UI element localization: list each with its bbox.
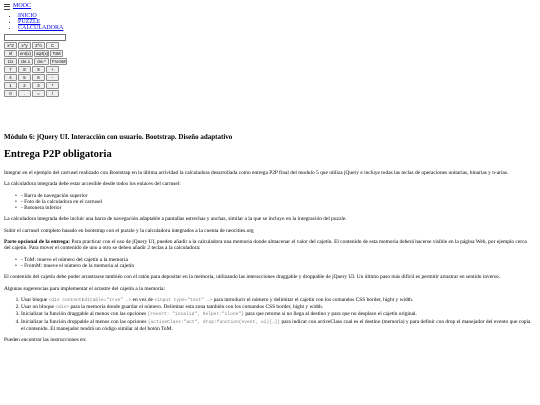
carousel-intro: La calculadora integrada debe estar accesible desde todos los enlaces del carrusel: (4, 181, 181, 188)
calc-key-dot[interactable]: . (18, 90, 31, 97)
section-title: Entrega P2P obligatoria (4, 149, 112, 160)
intro-paragraph: Integrar en el ejemplo del carrusel realizado con Bootstrap en la última actividad la calculadora desarrollada como entrega P2P final del modulo 5 que utiliza jQuery e incluye todas las teclas de operaciones unitarias, binarias y n-arias. (4, 170, 509, 176)
calc-key-3[interactable]: 3 (32, 82, 45, 89)
calc-key-plus[interactable]: + (46, 66, 59, 73)
calc-key-sqrt[interactable]: sqrt(x) (36, 51, 49, 56)
code-snippet: <input type="text" …> (154, 297, 213, 303)
calc-key-tom[interactable]: ToM (50, 50, 63, 57)
calc-key-ent[interactable]: ent(x) (18, 50, 33, 57)
step-text: para indicar con activeClass cual es el destino (memoria) y para definir con drop el manejador del evento que copia el contenido. El manejador tendrá un código similar al del botón ToM. (21, 318, 531, 333)
calc-key-5[interactable]: 5 (18, 74, 31, 81)
calc-key-equals[interactable]: = (32, 90, 45, 97)
calc-row-1 (4, 42, 76, 49)
step-text: para la memoria donde guardar el número. Delimitar esta zona también con los comandos CSS border, hight y width. (69, 304, 324, 311)
carousel-list (4, 193, 532, 212)
step-text: Inicializar la función draggable al menos con las opciones (21, 311, 148, 318)
list-item: • - Foto de la calculadora en el carrusel (21, 199, 532, 205)
optional-text: Para practicar con el uso de jQuery UI, pueden añadir a la calculadora una memoria donde almacenar el valor del cajetín. El contenido de esta memoria deberá hacerse visible en la página Web, por ejemplo cerca del cajetín. Para mover el contenido de uno a otro se deben añadir 2 teclas a la calculadora: (4, 239, 527, 252)
nav-link-calculadora[interactable]: CALCULADORA (18, 25, 64, 31)
calc-key-fromm[interactable]: FromM (52, 59, 66, 64)
calc-key-cte1[interactable]: cte.1 (18, 58, 33, 65)
calc-row-3 (4, 58, 76, 65)
memory-keys-list (4, 257, 532, 270)
calc-key-4[interactable]: 4 (4, 74, 17, 81)
nav-item-calculadora (18, 25, 536, 31)
optional-label: Parte opcional de la entrega: (4, 239, 71, 246)
drag-paragraph: El contenido del cajetín debe poder arrastrarse también con el ratón para depositar en la memoria, utilizando las interacciones draggable y droppable de jQuery UI. Un último paso más difícil es permitir arrastrar en sentido inverso. (4, 274, 501, 281)
step-text: Inicializar la función droppable al menos con las opciones (21, 318, 148, 325)
calc-key-9[interactable]: 9 (32, 66, 45, 73)
list-item (21, 319, 532, 333)
step-text: Usar un bloque (21, 304, 56, 311)
nav-link-puzzle[interactable]: PUZZLE (18, 19, 41, 25)
calc-row-2 (4, 50, 76, 57)
calc-row-5 (4, 74, 76, 81)
code-snippet: <div contentEditable="true" …> (48, 297, 132, 303)
instructions (4, 170, 532, 349)
steps-list (4, 297, 532, 332)
step-text: para que retorne si no llega al destino y para que no desplace el cajetín original. (243, 311, 417, 318)
list-item: • - FromM: mueve el número de la memoria al cajetín (21, 263, 532, 269)
step-text: Usar bloque (21, 296, 49, 303)
calc-key-divide[interactable]: / (46, 90, 59, 97)
brand-link[interactable]: MOOC (13, 3, 32, 10)
calc-row-4 (4, 66, 76, 73)
calc-key-minus[interactable]: - (46, 74, 59, 81)
calc-key-clear[interactable]: C (46, 42, 59, 49)
list-item: • - ToM: mueve el número del cajetín a la memoria (21, 257, 532, 263)
calc-key-1[interactable]: 1 (4, 82, 17, 89)
calculator (4, 34, 76, 97)
calc-key-7[interactable]: 7 (4, 66, 17, 73)
calculator-display[interactable] (4, 34, 66, 41)
optional-paragraph (4, 239, 532, 252)
navbar (4, 2, 536, 11)
calc-key-inverse[interactable]: 1/x (4, 58, 17, 65)
upload-requirement: Subir el carrusel completo basado en bootstrap con el puzzle y la calculadora integrados a la cuenta de neocities.org (4, 227, 254, 234)
code-snippet: <div> (55, 305, 70, 311)
calc-row-6 (4, 82, 76, 89)
calc-key-2[interactable]: 2 (18, 82, 31, 89)
calc-key-x-squared[interactable]: x^2 (4, 42, 17, 49)
calc-key-6[interactable]: 6 (32, 74, 45, 81)
nav-list (4, 13, 536, 31)
menu-toggle-icon[interactable] (4, 4, 10, 10)
code-snippet: {activeClass:"act", drop:function(event, ui){…}} (147, 319, 281, 325)
nav-link-inicio[interactable]: INICIO (18, 13, 37, 19)
list-item (21, 297, 532, 304)
calc-key-nf[interactable]: nf (4, 50, 17, 57)
page (0, 0, 540, 97)
suggestions-intro: Algunas sugerencias para implementar el arrastre del cajetín a la memoria: (4, 285, 166, 292)
list-item: • - Botonera inferior (21, 205, 532, 211)
list-item (21, 311, 532, 318)
code-snippet: {revert: "invalid", helper:"clone"} (147, 312, 244, 318)
list-item: • - Barra de navegación superior (21, 193, 532, 199)
calc-row-7 (4, 90, 76, 97)
step-text: en vez de (131, 296, 155, 303)
calc-key-8[interactable]: 8 (18, 66, 31, 73)
footer-line: Pueden encontrar las instrucciones en: (4, 337, 87, 344)
calc-key-2-pow-n[interactable]: 2^n (32, 42, 45, 49)
module-title: Módulo 6: jQuery UI. Interacción con usuario. Bootstrap. Diseño adaptativo (4, 133, 233, 141)
step-text: para introducir el número y delimitar el cajetín con los comandos CSS border, hight y width. (212, 296, 414, 303)
navbar-requirement: La calculadora integrada debe incluir una barra de navegación adaptable a pantallas estrechas y anchas, similar a la que se incluyo en la integración del puzzle. (4, 216, 347, 223)
calc-key-0[interactable]: 0 (4, 90, 17, 97)
calc-key-multiply[interactable]: * (46, 82, 59, 89)
calc-key-cte-star[interactable]: cte.* (34, 58, 49, 65)
calc-key-x-pow-y[interactable]: x^y (18, 42, 31, 49)
